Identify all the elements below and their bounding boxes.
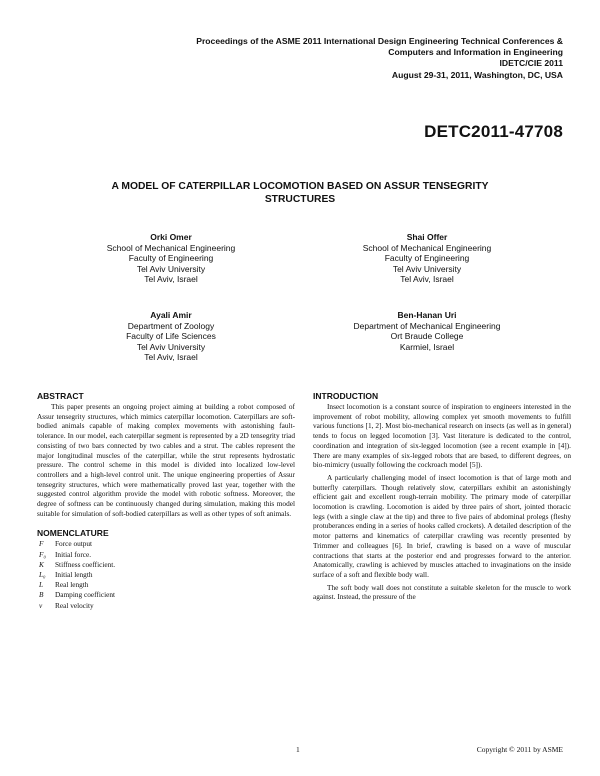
nomenclature-symbol: F₀	[39, 549, 46, 559]
paper-id: DETC2011-47708	[424, 122, 563, 141]
introduction-paragraph: A particularly challenging model of insect locomotion is that of large moth and butterfly caterpillars. Though relatively slow, caterpillars exhibit an astonishingly efficient gait and excellent rough-terrain mobility. The primary mode of caterpillar locomotion is crawling. Locomotion is aided by three pairs of short, jointed thoracic legs (with a single claw at the tip) and three to five pairs of abdominal prolegs (fleshy protuberances ending in a series of hooks called crockets). A detailed description of the motor patterns and kinematics of caterpillar crawling was recently presented by Trimmer and colleagues [6]. In brief, crawling is based on a wave of muscular contractions that starts at the posterior end and progresses forward to the anterior. Anatomically, crawling is achieved by muscles attached to invaginations on the inside surface of a soft and flexible body wall.	[313, 472, 571, 579]
author-affiliation: Tel Aviv University	[136, 341, 206, 352]
introduction-paragraph: The soft body wall does not constitute a suitable skeleton for the muscle to work against. Instead, the pressure of the	[313, 582, 571, 602]
proceedings-line: IDETC/CIE 2011	[499, 58, 563, 69]
nomenclature-item	[37, 570, 295, 580]
author-affiliation: Faculty of Engineering	[384, 253, 470, 264]
proceedings-line: Proceedings of the ASME 2011 International Design Engineering Technical Conferences &	[196, 36, 563, 46]
title-line: STRUCTURES	[264, 193, 336, 205]
author-block	[312, 232, 542, 285]
proceedings-header	[123, 36, 563, 81]
introduction-paragraph: Insect locomotion is a constant source of inspiration to engineers interested in the improvement of robot mobility, allowing complex yet smooth movements to fulfill various functions [1, 2]. Most bio-mechanical research on insects (as well as in general) tends to focus on legged locomotion [3]. Vast literature is dedicated to the control, coordination and integration of six-legged locomotion (see a recent example in [4]). There are many examples of six-legged robots that are based, to different degrees, on bio-mimicry (usually following the cockroach model [5]).	[313, 402, 571, 470]
nomenclature-item	[37, 550, 295, 560]
author-affiliation: School of Mechanical Engineering	[362, 242, 492, 253]
nomenclature-symbol: v	[39, 600, 43, 610]
author-affiliation: Faculty of Life Sciences	[126, 331, 216, 342]
author-affiliation: Tel Aviv University	[136, 263, 206, 274]
nomenclature-item	[37, 601, 295, 611]
nomenclature-definition: Real velocity	[55, 600, 94, 610]
author-affiliation: Tel Aviv University	[392, 263, 462, 274]
author-name: Shai Offer	[406, 232, 448, 242]
nomenclature-symbol: B	[39, 590, 44, 600]
nomenclature-symbol: L₀	[39, 570, 46, 580]
author-affiliation: Department of Mechanical Engineering	[353, 320, 501, 331]
nomenclature-definition: Force output	[55, 539, 93, 549]
nomenclature-list	[37, 539, 295, 610]
author-affiliation: School of Mechanical Engineering	[106, 242, 236, 253]
author-affiliation: Karmiel, Israel	[399, 341, 455, 352]
abstract-text: This paper presents an ongoing project aiming at building a robot composed of Assur tensegrity structures, which mimics caterpillar locomotion. Caterpillars are soft-bodied animals capable of making complex movements with astonishing fault-tolerance. In our model, each caterpillar segment is represented by a 2D tensegrity triad consisting of two bars connected by two cables and a strut. The cables represent the major longitudinal muscles of the caterpillar, while the strut represents hydrostatic pressure. The control scheme in this model is divided into localized low-level controllers and a high-level control unit. The unique engineering properties of Assur tensegrity structures, which were mathematically proved last year, together with the suggested control algorithm provide the model with robotic softness. Moreover, the degree of softness can be continuously changed during simulation, making this model suitable for simulation of soft-bodied caterpillars as well as other types of soft animals.	[37, 402, 295, 518]
title-line: A MODEL OF CATERPILLAR LOCOMOTION BASED ON ASSUR TENSEGRITY	[111, 181, 489, 192]
nomenclature-definition: Stiffness coefficient.	[55, 559, 116, 569]
page-number: 1	[296, 745, 300, 754]
author-affiliation: Faculty of Engineering	[128, 253, 214, 264]
nomenclature-symbol: L	[39, 580, 44, 590]
nomenclature-definition: Damping coefficient	[55, 590, 116, 600]
author-name: Ben-Hanan Uri	[397, 310, 457, 320]
author-affiliation: Tel Aviv, Israel	[144, 352, 198, 363]
copyright-notice: Copyright © 2011 by ASME	[476, 745, 563, 754]
left-column	[37, 391, 295, 611]
nomenclature-definition: Initial force.	[55, 549, 92, 559]
nomenclature-definition: Initial length	[55, 570, 93, 580]
author-block	[56, 310, 286, 363]
nomenclature-symbol: F	[39, 539, 44, 549]
nomenclature-item	[37, 590, 295, 600]
nomenclature-definition: Real length	[55, 580, 89, 590]
proceedings-line: Computers and Information in Engineering	[388, 47, 563, 58]
author-name: Orki Omer	[150, 232, 192, 242]
introduction-heading: INTRODUCTION	[313, 391, 379, 401]
author-affiliation: Department of Zoology	[127, 320, 215, 331]
proceedings-line: August 29-31, 2011, Washington, DC, USA	[391, 69, 563, 80]
author-block	[56, 232, 286, 285]
author-affiliation: Tel Aviv, Israel	[144, 274, 198, 285]
paper-title	[100, 181, 500, 206]
nomenclature-item	[37, 539, 295, 549]
right-column	[313, 391, 571, 602]
abstract-heading: ABSTRACT	[37, 391, 84, 401]
author-affiliation: Ort Braude College	[390, 331, 464, 342]
nomenclature-symbol: K	[39, 559, 44, 569]
author-affiliation: Tel Aviv, Israel	[400, 274, 454, 285]
author-block	[312, 310, 542, 352]
author-name: Ayali Amir	[150, 310, 192, 320]
nomenclature-heading: NOMENCLATURE	[37, 528, 109, 539]
nomenclature-item	[37, 560, 295, 570]
nomenclature-item	[37, 580, 295, 590]
